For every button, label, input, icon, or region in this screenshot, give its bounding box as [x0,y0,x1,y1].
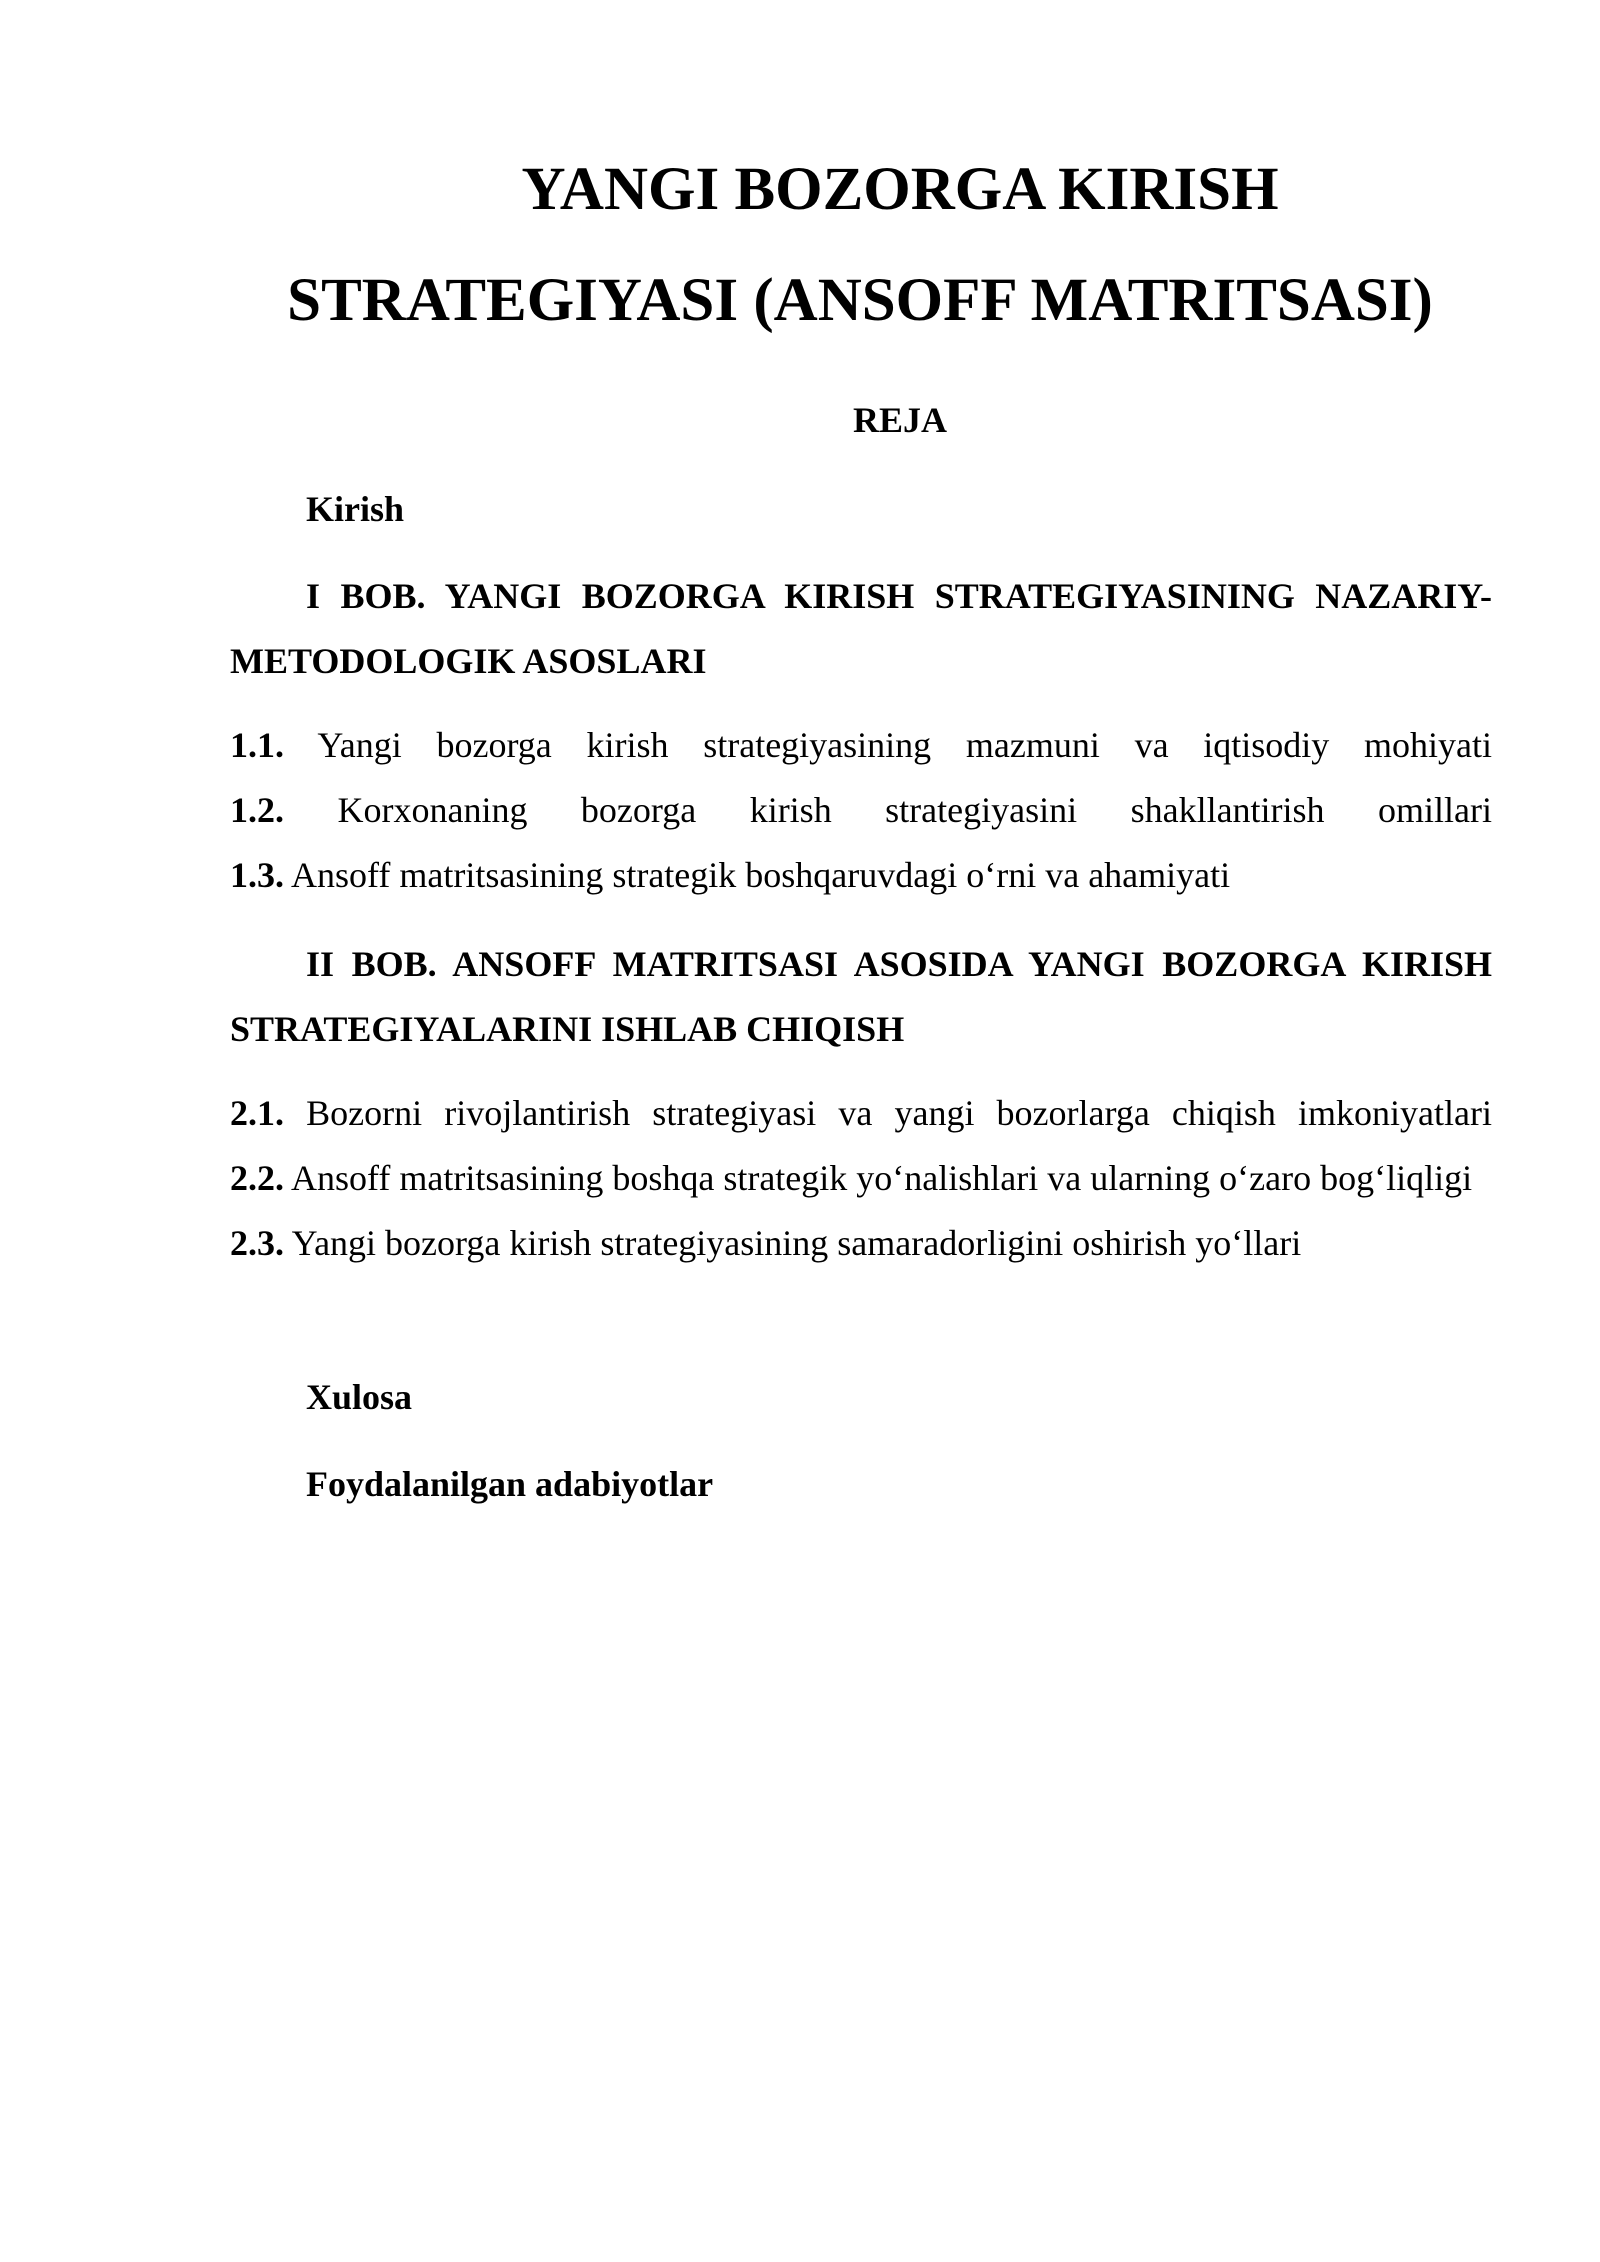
chapter-1-heading: I BOB. YANGI BOZORGA KIRISH STRATEGIYASINING NAZARIY-METODOLOGIK ASOSLARI [230,576,1492,681]
toc-item-text: Yangi bozorga kirish strategiyasining mazmuni va iqtisodiy mohiyati [317,725,1492,765]
toc-item [230,1081,1492,1146]
toc-item-number: 2.3. [230,1223,284,1263]
toc-item [230,713,1492,778]
conclusion-heading: Xulosa [306,1377,413,1417]
toc-item [230,1211,1492,1276]
toc-item-text: Korxonaning bozorga kirish strategiyasini shakllantirish omillari [337,790,1493,830]
chapter-1-items [230,713,1492,908]
toc-item-number: 1.2. [230,790,284,830]
document-title-line-2: STRATEGIYASI (ANSOFF MATRITSASI) [287,267,1433,334]
toc-item [230,778,1492,843]
references-heading: Foydalanilgan adabiyotlar [306,1464,714,1504]
chapter-2-heading: II BOB. ANSOFF MATRITSASI ASOSIDA YANGI BOZORGA KIRISH STRATEGIYALARINI ISHLAB CHIQISH [230,944,1492,1049]
toc-item [230,843,1492,908]
toc-item-text: Yangi bozorga kirish strategiyasining samaradorligini oshirish yo‘llari [291,1223,1302,1263]
toc-item-number: 2.2. [230,1158,284,1198]
toc-item [230,1146,1492,1211]
introduction-heading: Kirish [306,489,405,529]
toc-item-text: Bozorni rivojlantirish strategiyasi va yangi bozorlarga chiqish imkoniyatlari [306,1093,1492,1133]
toc-item-text: Ansoff matritsasining strategik boshqaruvdagi o‘rni va ahamiyati [291,855,1231,895]
toc-item-number: 2.1. [230,1093,284,1133]
toc-item-number: 1.3. [230,855,284,895]
chapter-2-items [230,1081,1492,1276]
toc-item-number: 1.1. [230,725,284,765]
document-title-line-1: YANGI BOZORGA KIRISH [521,156,1279,223]
plan-heading: REJA [852,400,947,440]
toc-item-text: Ansoff matritsasining boshqa strategik yo‘nalishlari va ularning o‘zaro bog‘liqligi [291,1158,1473,1198]
